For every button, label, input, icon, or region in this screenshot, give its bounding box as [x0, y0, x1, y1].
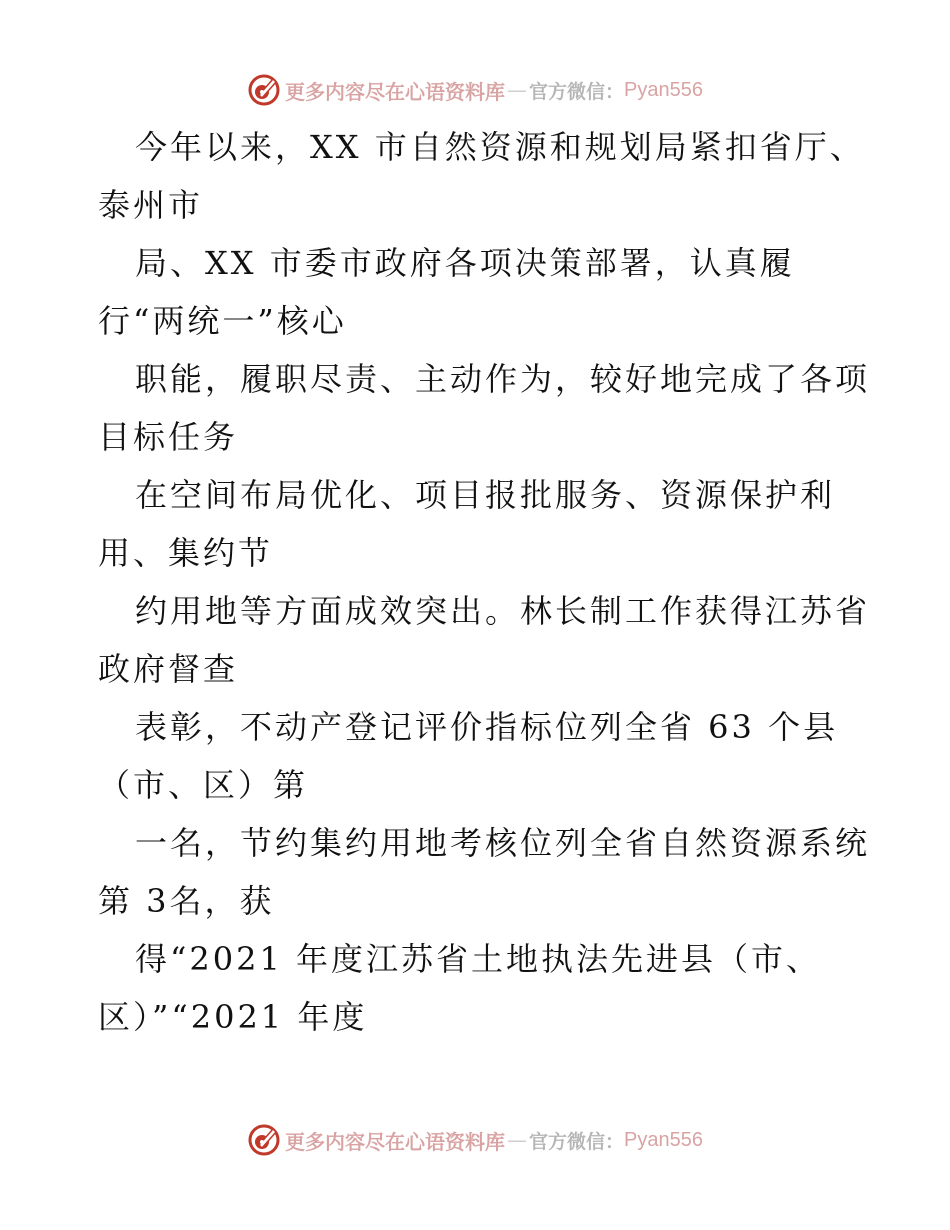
watermark-text: 更多内容尽在心语资料库	[285, 1129, 505, 1154]
watermark-dash: —	[507, 78, 527, 102]
footer-watermark	[0, 1120, 950, 1160]
watermark-text: 更多内容尽在心语资料库	[285, 79, 505, 104]
text-line: （市、区）第	[98, 766, 309, 804]
text-line: 得“2021 年度江苏省土地执法先进县（市、	[135, 940, 821, 978]
watermark-dash: —	[507, 1128, 527, 1152]
text-line: 政府督查	[98, 650, 239, 688]
text-line: 一名，节约集约用地考核位列全省自然资源系统	[135, 824, 871, 862]
text-line: 职能，履职尽责、主动作为，较好地完成了各项	[135, 360, 871, 398]
text-line: 今年以来，XX 市自然资源和规划局紧扣省厅、	[135, 128, 865, 166]
text-line: 在空间布局优化、项目报批服务、资源保护利	[135, 476, 836, 514]
text-line: 区）”“2021 年度	[98, 998, 368, 1036]
watermark-label: 官方微信：	[529, 1130, 625, 1153]
text-line: 表彰，不动产登记评价指标位列全省 63 个县	[135, 708, 839, 746]
pen-logo-icon	[247, 73, 281, 107]
watermark-id: Pyan556	[624, 78, 703, 101]
text-line: 目标任务	[98, 418, 239, 456]
text-line: 行“两统一”核心	[98, 302, 347, 340]
text-line: 约用地等方面成效突出。林长制工作获得江苏省	[135, 592, 871, 630]
text-line: 第 3名，获	[98, 882, 275, 920]
document-body	[98, 118, 898, 1046]
text-line: 局、XX 市委市政府各项决策部署，认真履	[135, 244, 795, 282]
watermark-label: 官方微信：	[529, 80, 625, 103]
watermark-id: Pyan556	[624, 1128, 703, 1151]
text-line: 用、集约节	[98, 534, 274, 572]
header-watermark	[0, 70, 950, 110]
text-line: 泰州市	[98, 186, 204, 224]
pen-logo-icon	[247, 1123, 281, 1157]
